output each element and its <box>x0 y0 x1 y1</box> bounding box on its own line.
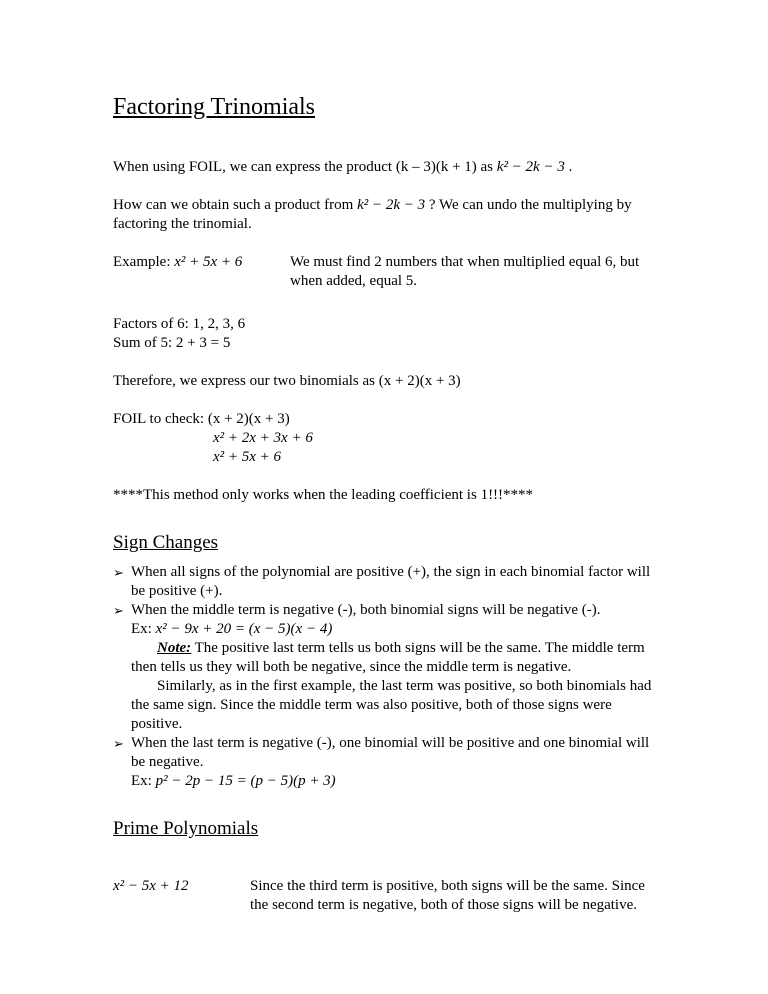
ex-label: Ex: <box>131 621 156 637</box>
example-negative-middle <box>131 620 655 639</box>
therefore-line: Therefore, we express our two binomials as (x + 2)(x + 3) <box>113 373 461 389</box>
bullet-last-term-text: When the last term is negative (-), one binomial will be positive and one binomial will be negative. <box>131 735 650 770</box>
ex-math-last: p² − 2p − 15 = (p − 5)(p + 3) <box>155 773 336 789</box>
example-label: Example: <box>113 254 175 270</box>
warning-line: ****This method only works when the leading coefficient is 1!!!**** <box>113 487 534 503</box>
foil-product-period: . <box>564 159 573 175</box>
example-negative-last <box>131 772 655 791</box>
arrow-bullet-icon: ➢ <box>113 565 124 580</box>
sign-changes-heading: Sign Changes <box>113 532 219 553</box>
sign-changes-list <box>113 563 655 791</box>
foil-line-2: x² + 5x + 6 <box>213 449 282 465</box>
note-paragraph <box>131 639 655 677</box>
bullet-middle-term-text: When the middle term is negative (-), both binomial signs will be negative (-). <box>131 602 601 618</box>
similarly-paragraph: Similarly, as in the first example, the last term was positive, so both binomials had the same sign. Since the middle term was also positive, both of those signs were positive. <box>131 678 652 732</box>
list-item <box>113 601 655 734</box>
sum-line: Sum of 5: 2 + 3 = 5 <box>113 335 231 351</box>
document-title: Factoring Trinomials <box>113 94 316 120</box>
undo-text-post: ? We can undo the multiplying by factoring the trinomial. <box>113 197 632 232</box>
bullet-positive-signs: When all signs of the polynomial are positive (+), the sign in each binomial factor will be positive (+). <box>131 564 651 599</box>
example-explanation: We must find 2 numbers that when multiplied equal 6, but when added, equal 5. <box>290 254 640 289</box>
note-text: The positive last term tells us both signs will be the same. The middle term then tells us they will both be negative, since the middle term is negative. <box>131 640 645 675</box>
example-expression <box>113 253 290 291</box>
foil-product-math: k² − 2k − 3 <box>496 159 565 175</box>
paragraph-foil-product <box>113 158 655 177</box>
paragraph-undo-multiplying <box>113 196 655 234</box>
foil-product-text: When using FOIL, we can express the product (k – 3)(k + 1) as <box>113 159 497 175</box>
foil-line-1: x² + 2x + 3x + 6 <box>213 430 313 446</box>
ex-math-middle: x² − 9x + 20 = (x − 5)(x − 4) <box>155 621 333 637</box>
foil-check-label: FOIL to check: (x + 2)(x + 3) <box>113 411 290 427</box>
prime-explanation: Since the third term is positive, both signs will be the same. Since the second term is negative, both of those signs will be negative. <box>250 878 645 913</box>
example-math: x² + 5x + 6 <box>174 254 243 270</box>
list-item <box>113 734 655 791</box>
bullet-last-term-negative <box>131 734 655 791</box>
factors-line: Factors of 6: 1, 2, 3, 6 <box>113 316 246 332</box>
prime-polynomials-heading: Prime Polynomials <box>113 818 259 839</box>
arrow-bullet-icon: ➢ <box>113 736 124 751</box>
example-row <box>113 253 655 291</box>
prime-math: x² − 5x + 12 <box>113 878 189 894</box>
ex-label: Ex: <box>131 773 156 789</box>
note-label: Note: <box>157 640 192 656</box>
arrow-bullet-icon: ➢ <box>113 603 124 618</box>
undo-math: k² − 2k − 3 <box>357 197 426 213</box>
prime-example-row <box>113 877 655 915</box>
undo-text-pre: How can we obtain such a product from <box>113 197 358 213</box>
list-item <box>113 563 655 601</box>
foil-check-block <box>113 410 655 467</box>
bullet-middle-term-negative <box>131 601 655 734</box>
